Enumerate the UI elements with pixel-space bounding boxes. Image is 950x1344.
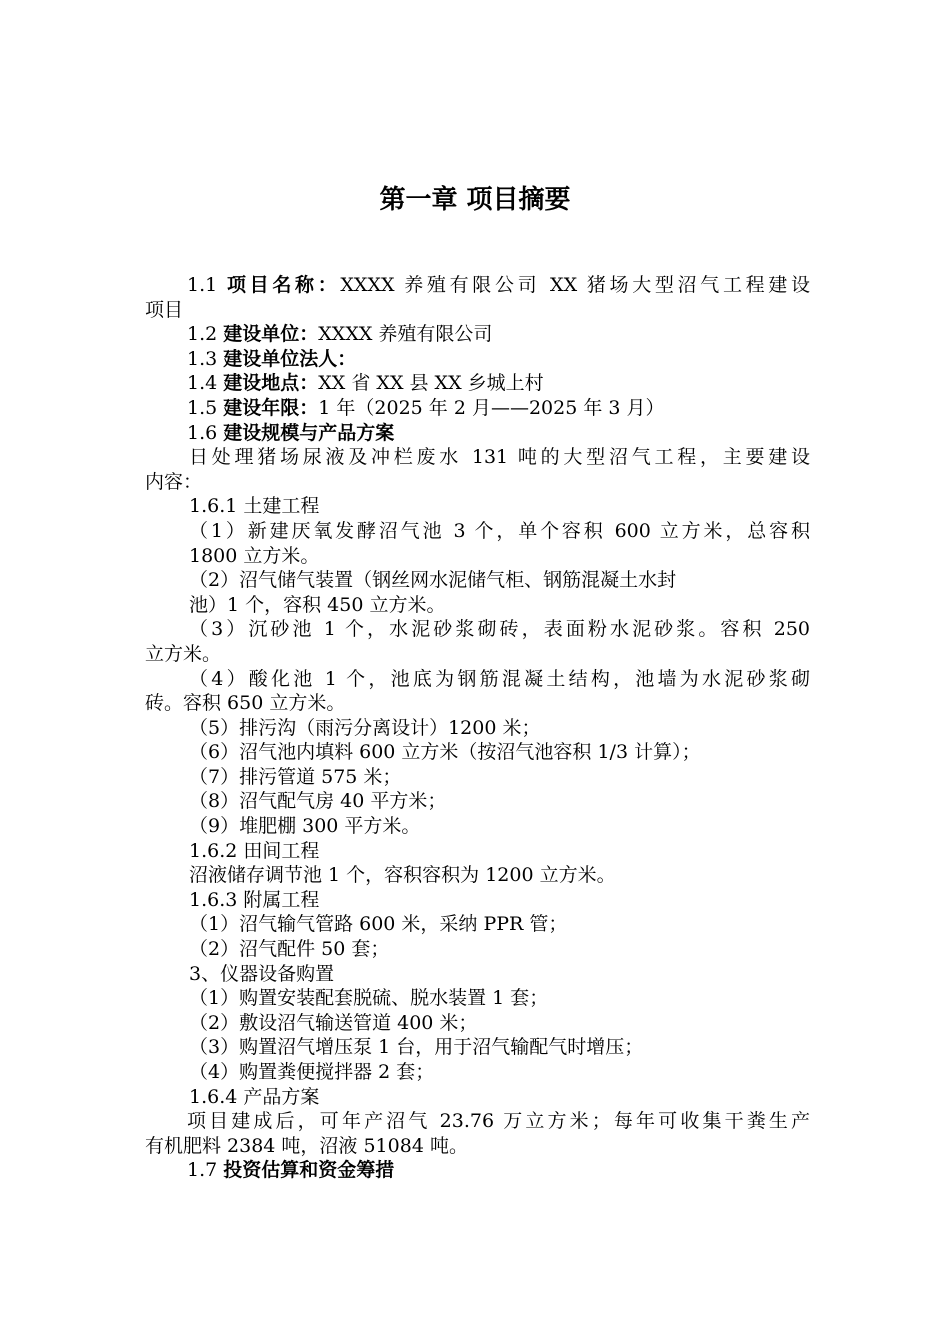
section-text: XXXX 养殖有限公司 bbox=[318, 323, 493, 346]
section-number: 1.2 bbox=[187, 323, 224, 346]
civil-item-3-line2: 立方米。 bbox=[145, 642, 222, 665]
section-1-6-4-line2: 有机肥料 2384 吨，沼液 51084 吨。 bbox=[145, 1134, 468, 1157]
equipment-item-3: （3）购置沼气增压泵 1 台，用于沼气输配气时增压； bbox=[189, 1036, 644, 1059]
section-1-6-4-line1: 项目建成后，可年产沼气 23.76 万立方米；每年可收集干粪生产 bbox=[187, 1110, 810, 1133]
section-1-4 bbox=[145, 371, 810, 396]
section-1-3 bbox=[145, 347, 810, 372]
chapter-title: 第一章 项目摘要 bbox=[379, 185, 571, 215]
equipment-item-4: （4）购置粪便搅拌器 2 套； bbox=[189, 1061, 435, 1083]
section-number: 1.3 bbox=[187, 347, 224, 370]
section-label: 建设年限： bbox=[223, 396, 319, 419]
section-1-2 bbox=[145, 322, 810, 347]
section-number: 1.5 bbox=[187, 396, 224, 419]
civil-item-6: （6）沼气池内填料 600 立方米（按沼气池容积 1/3 计算）； bbox=[189, 741, 701, 764]
section-number: 1.7 bbox=[187, 1159, 224, 1182]
section-label: 建设单位法人： bbox=[223, 347, 357, 370]
section-number: 1.4 bbox=[187, 372, 224, 395]
section-1-6-intro-line2: 内容： bbox=[145, 470, 203, 493]
civil-item-3-line1: （3）沉砂池 1 个，水泥砂浆砌砖，表面粉水泥砂浆。容积 250 bbox=[189, 618, 810, 641]
section-1-1-line2: 项目 bbox=[145, 298, 184, 321]
section-1-5 bbox=[145, 396, 810, 421]
civil-item-5: （5）排污沟（雨污分离设计）1200 米； bbox=[189, 716, 541, 739]
section-number: 1.1 bbox=[187, 274, 227, 296]
civil-item-1-line2: 1800 立方米。 bbox=[189, 544, 320, 567]
document-body bbox=[145, 273, 810, 1183]
civil-item-2-line1: （2）沼气储气装置（钢丝网水泥储气柜、钢筋混凝土水封 bbox=[189, 569, 677, 592]
ancillary-item-1: （1）沼气输气管路 600 米，采纳 PPR 管； bbox=[189, 913, 568, 936]
ancillary-item-2: （2）沼气配件 50 套； bbox=[189, 938, 390, 961]
civil-item-4-line2: 砖。容积 650 立方米。 bbox=[145, 692, 346, 715]
section-1-6-1-heading: 1.6.1 土建工程 bbox=[189, 495, 320, 518]
equipment-heading: 3、仪器设备购置 bbox=[189, 962, 335, 985]
section-label: 建设规模与产品方案 bbox=[223, 421, 395, 444]
civil-item-8: （8）沼气配气房 40 平方米； bbox=[189, 790, 447, 813]
civil-item-2-line2: 池）1 个，容积 450 立方米。 bbox=[189, 593, 446, 616]
section-1-1-line1 bbox=[145, 273, 810, 298]
section-label: 项目名称： bbox=[226, 274, 341, 296]
civil-item-4-line1: （4）酸化池 1 个，池底为钢筋混凝土结构，池墙为水泥砂浆砌 bbox=[189, 667, 810, 690]
section-text: XX 省 XX 县 XX 乡城上村 bbox=[318, 372, 544, 395]
section-1-6-4-heading: 1.6.4 产品方案 bbox=[189, 1085, 320, 1108]
section-label: 投资估算和资金筹措 bbox=[223, 1159, 395, 1182]
section-1-6-2-heading: 1.6.2 田间工程 bbox=[189, 839, 320, 862]
section-1-7-heading bbox=[145, 1158, 810, 1183]
civil-item-9: （9）堆肥棚 300 平方米。 bbox=[189, 815, 421, 838]
equipment-item-1: （1）购置安装配套脱硫、脱水装置 1 套； bbox=[189, 987, 549, 1010]
section-number: 1.6 bbox=[187, 421, 224, 444]
section-label: 建设地点： bbox=[223, 372, 319, 395]
section-1-6-2-text: 沼液储存调节池 1 个，容积容积为 1200 立方米。 bbox=[189, 864, 616, 887]
section-label: 建设单位： bbox=[223, 323, 319, 346]
section-1-6-heading bbox=[145, 421, 810, 446]
section-1-6-intro-line1: 日处理猪场尿液及冲栏废水 131 吨的大型沼气工程，主要建设 bbox=[189, 446, 810, 469]
section-text: XXXX 养殖有限公司 XX 猪场大型沼气工程建设 bbox=[340, 274, 810, 296]
section-1-6-3-heading: 1.6.3 附属工程 bbox=[189, 888, 320, 911]
civil-item-7: （7）排污管道 575 米； bbox=[189, 765, 402, 788]
equipment-item-2: （2）敷设沼气输送管道 400 米； bbox=[189, 1011, 478, 1034]
civil-item-1-line1: （1）新建厌氧发酵沼气池 3 个，单个容积 600 立方米，总容积 bbox=[189, 519, 810, 542]
section-text: 1 年（2025 年 2 月——2025 年 3 月） bbox=[318, 396, 665, 419]
